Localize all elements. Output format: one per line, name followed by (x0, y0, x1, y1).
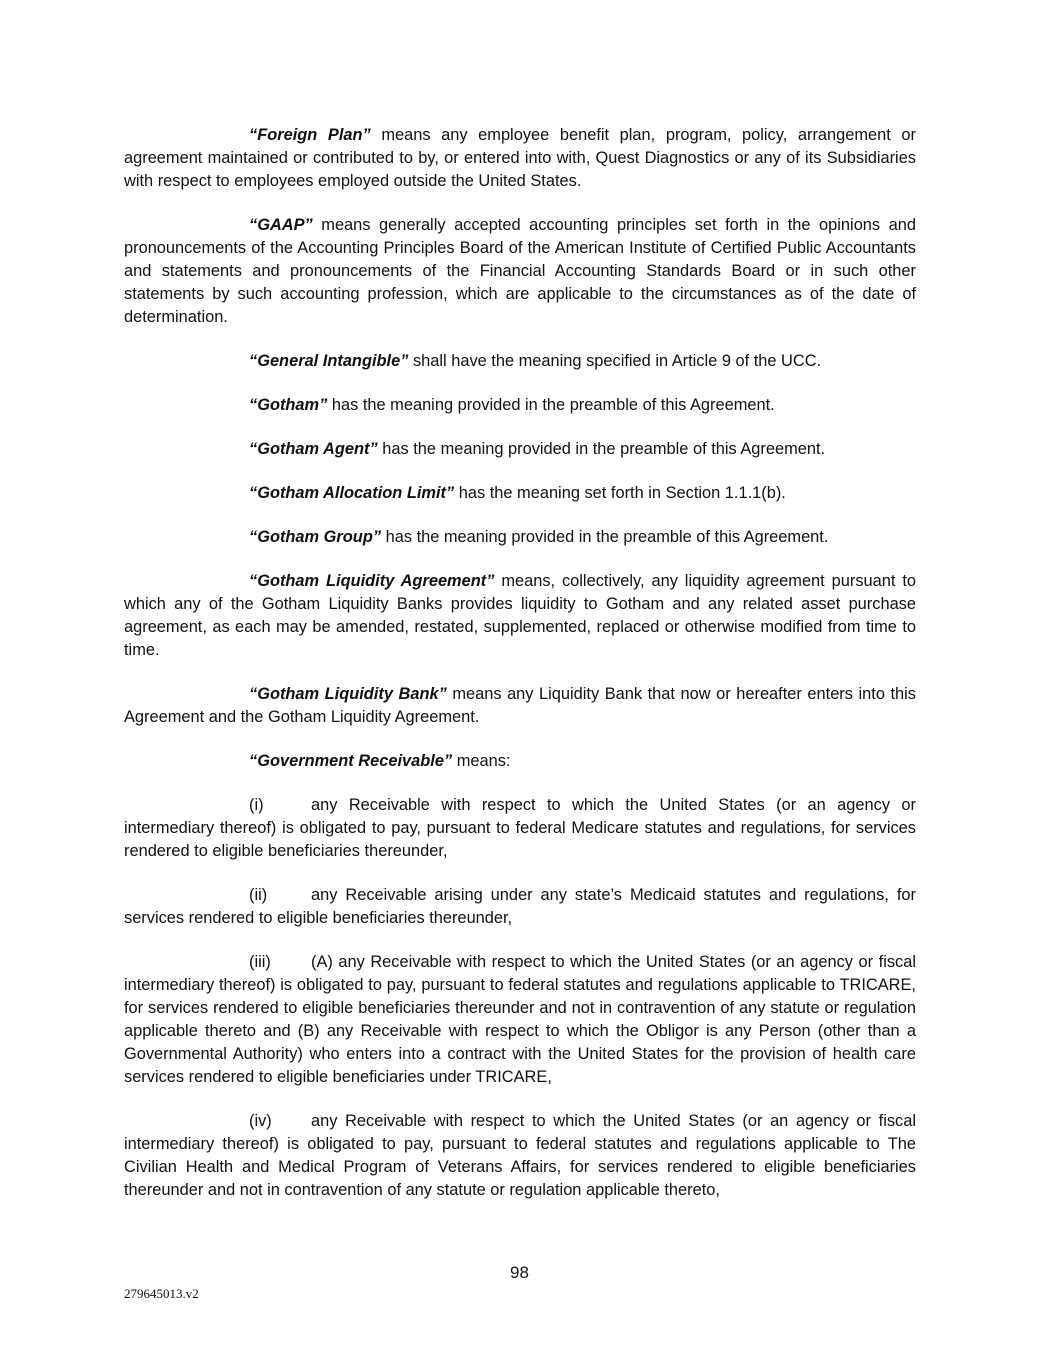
definition-gotham-liquidity-agreement (124, 570, 916, 662)
definition-gotham-group (124, 526, 916, 549)
definition-text: means any Liquidity Bank that now or hereafter enters into this Agreement and the Gotham Liquidity Agreement. (124, 685, 916, 726)
subitem-number: (iv) (249, 1112, 272, 1130)
definition-term: “Gotham Group” (249, 528, 382, 546)
subitem-text: any Receivable with respect to which the United States (or an agency or fiscal intermediary thereof) is obligated to pay, pursuant to federal statutes and regulations applicable to The Civilian Health and Medical Program of Veterans Affairs, for services rendered to eligible beneficiaries thereunder and not in contravention of any statute or regulation applicable thereto, (124, 1112, 916, 1199)
definition-text: means, collectively, any liquidity agreement pursuant to which any of the Gotham Liquidity Banks provides liquidity to Gotham and any related asset purchase agreement, as each may be amended, restated, supplemented, replaced or otherwise modified from time to time. (124, 572, 916, 659)
subitem-iv (124, 1110, 916, 1202)
subitem-number: (ii) (249, 886, 268, 904)
subitem-text: any Receivable with respect to which the United States (or an agency or intermediary thereof) is obligated to pay, pursuant to federal Medicare statutes and regulations, for services rendered to eligible beneficiaries thereunder, (124, 796, 916, 860)
definition-term: “Foreign Plan” (249, 126, 371, 144)
definition-term: “Gotham Agent” (249, 440, 378, 458)
definition-foreign-plan (124, 124, 916, 193)
subitem-number: (iii) (249, 953, 271, 971)
definition-term: “General Intangible” (249, 352, 409, 370)
definition-gotham (124, 394, 916, 417)
subitem-ii (124, 884, 916, 930)
definition-text: has the meaning provided in the preamble of this Agreement. (377, 440, 826, 458)
definition-text: means generally accepted accounting principles set forth in the opinions and pronouncements of the Accounting Principles Board of the American Institute of Certified Public Accountants and statements and pronouncements of the Financial Accounting Standards Board or in such other statements by such accounting profession, which are applicable to the circumstances as of the date of determination. (124, 216, 916, 326)
definition-government-receivable (124, 750, 916, 773)
document-id: 279645013.v2 (124, 1286, 199, 1301)
definition-term: “Government Receivable” (249, 752, 453, 770)
definition-text: shall have the meaning specified in Article 9 of the UCC. (408, 352, 822, 370)
definition-gotham-allocation-limit (124, 482, 916, 505)
definition-text: has the meaning provided in the preamble of this Agreement. (381, 528, 829, 546)
subitem-text: any Receivable arising under any state’s Medicaid statutes and regulations, for services rendered to eligible beneficiaries thereunder, (124, 886, 916, 927)
page-number: 98 (510, 1263, 529, 1282)
definition-term: “Gotham Liquidity Bank” (249, 685, 447, 703)
definition-term: “Gotham Liquidity Agreement” (249, 572, 495, 590)
definition-text: means: (452, 752, 511, 770)
definition-term: “Gotham” (249, 396, 328, 414)
definition-gotham-agent (124, 438, 916, 461)
subitem-iii (124, 951, 916, 1089)
definition-term: “GAAP” (249, 216, 313, 234)
definition-text: means any employee benefit plan, program, policy, arrangement or agreement maintained or contributed to by, or entered into with, Quest Diagnostics or any of its Subsidiaries with respect to employees employed outside the United States. (124, 126, 916, 190)
subitem-i (124, 794, 916, 863)
definition-general-intangible (124, 350, 916, 373)
subitem-number: (i) (249, 796, 264, 814)
definition-text: has the meaning set forth in Section 1.1.1(b). (454, 484, 786, 502)
definition-gaap (124, 214, 916, 329)
definition-term: “Gotham Allocation Limit” (249, 484, 455, 502)
subitem-text: (A) any Receivable with respect to which the United States (or an agency or fiscal intermediary thereof) is obligated to pay, pursuant to federal statutes and regulations applicable to TRICARE, for services rendered to eligible beneficiaries thereunder and not in contravention of any statute or regulation applicable thereto and (B) any Receivable with respect to which the Obligor is any Person (other than a Governmental Authority) who enters into a contract with the United States for the provision of health care services rendered to eligible beneficiaries under TRICARE, (124, 953, 916, 1086)
definition-text: has the meaning provided in the preamble of this Agreement. (327, 396, 775, 414)
document-body (124, 124, 916, 1223)
definition-gotham-liquidity-bank (124, 683, 916, 729)
